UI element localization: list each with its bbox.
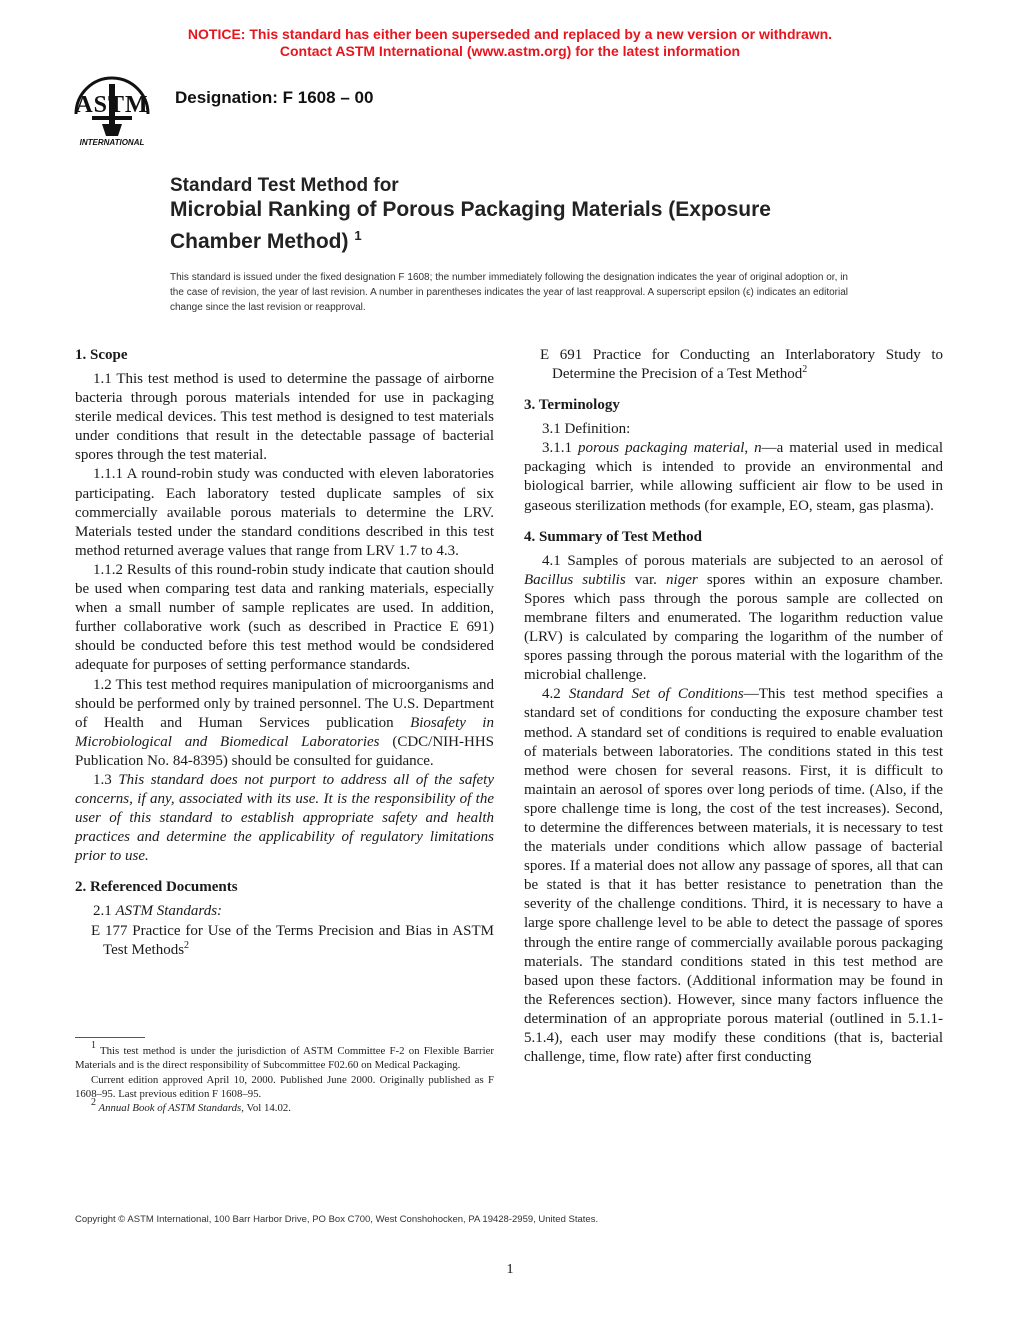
para-1-2 (75, 676, 494, 771)
section-4-heading: 4. Summary of Test Method (524, 528, 702, 545)
astm-logo-icon (62, 70, 162, 150)
footnote-2-text: , Vol 14.02. (241, 1102, 291, 1115)
para-3-1-1 (524, 439, 943, 515)
document-title (170, 175, 890, 255)
para-1-3-num: 1.3 (93, 771, 119, 788)
para-4-1-text-b: var. (625, 571, 667, 588)
footnote-divider (75, 1037, 145, 1038)
para-1-1-2: 1.1.2 Results of this round-robin study indicate that caution should be used when comparing test data and ranking materials, especially when a small number of sample replicates are used. In addition, further collaborative work (such as described in Practice E 691) should be conducted before this test method would be condsidered adequate for purposes of setting performance standards. (75, 561, 494, 674)
notice-line-2: Contact ASTM International (www.astm.org) for the latest information (279, 43, 741, 59)
para-1-2-publication: Biosafety in Microbiological and Biomedical Laboratories (75, 714, 494, 750)
astm-logo (62, 70, 162, 150)
copyright-line: Copyright © ASTM International, 100 Barr Harbor Drive, PO Box C700, West Conshohocken, PA 19428-2959, United States. (75, 1214, 599, 1225)
left-column (75, 346, 494, 960)
issued-note: This standard is issued under the fixed designation F 1608; the number immediately following the designation indicates the year of original adoption or, in the case of revision, the year of last revision. A number in parentheses indicates the year of last reapproval. A superscript epsilon (ϵ) indicates an editorial change since the last revision or reapproval. (170, 272, 848, 313)
title-line-3: Chamber Method) (170, 230, 349, 253)
organism-variety: niger (666, 571, 698, 588)
para-1-1: 1.1 This test method is used to determine the passage of airborne bacteria through porous materials intended for use in packaging sterile medical devices. This test method is designed to test materials under conditions that result in the detectable passage of bacterial spores through the test material. (75, 371, 494, 464)
section-2-heading: 2. Referenced Documents (75, 879, 238, 896)
footnote-2 (75, 1097, 494, 1115)
para-4-1-text-a: 4.1 Samples of porous materials are subjected to an aerosol of (542, 552, 943, 569)
para-4-1-text-c: spores within an exposure chamber. Spores which pass through the porous sample are collected on membrane filters and enumerated. The logarithm reduction value (LRV) is calculated by comparing the logarithm of the number of spores passing through the porous material with the logarithm of the microbial challenge. (524, 571, 943, 684)
para-3-1-1-text: —a material used in medical packaging which is intended to provide an environmental and biological barrier, while allowing sufficient air flow to be used in gaseous sterilization methods (for example, EO, steam, gas plasma). (524, 440, 943, 514)
ref-e177-footnote-mark: 2 (184, 939, 190, 951)
ref-e691-text: E 691 Practice for Conducting an Interlaboratory Study to Determine the Precision of a Test Method (540, 347, 943, 383)
footnote-2-book: Annual Book of ASTM Standards (96, 1102, 242, 1115)
designation: Designation: F 1608 – 00 (175, 88, 374, 107)
right-column (524, 346, 943, 1067)
footnote-1 (75, 1040, 494, 1073)
para-4-2-title: Standard Set of Conditions (568, 686, 744, 703)
para-2-1-text: ASTM Standards: (115, 903, 223, 920)
title-footnote-mark: 1 (354, 228, 362, 243)
para-4-2 (524, 685, 943, 1067)
ref-e177 (75, 922, 494, 960)
para-1-3 (75, 771, 494, 866)
notice-line-1: NOTICE: This standard has either been superseded and replaced by a new version or withdrawn. (187, 26, 833, 42)
supersede-notice (0, 26, 1020, 60)
para-4-1 (524, 552, 943, 686)
section-1-heading: 1. Scope (75, 347, 128, 363)
para-2-1-num: 2.1 (93, 903, 116, 920)
para-1-3-text: This standard does not purport to address all of the safety concerns, if any, associated with its use. It is the responsibility of the user of this standard to establish appropriate safety and health practices and determine the applicability of regulatory limitations prior to use. (75, 771, 495, 865)
logo-subtext: INTERNATIONAL (79, 138, 145, 147)
footnote-1-text: This test method is under the jurisdiction of ASTM Committee F-2 on Flexible Barrier Materials and is the direct responsibility of Subcommittee F02.60 on Medical Packaging. (75, 1045, 494, 1072)
footnote-1-edition: Current edition approved April 10, 2000. Published June 2000. Originally published as F 1608–95. Last previous edition F 1608–95. (75, 1073, 494, 1100)
para-2-1 (75, 902, 494, 921)
footnote-2-mark: 2 (91, 1097, 96, 1109)
term-porous-packaging-material: porous packaging material (577, 440, 745, 457)
logo-text: ASTM (75, 92, 149, 118)
organism-name: Bacillus subtilis (524, 571, 626, 588)
term-part-of-speech: n (754, 440, 762, 457)
para-3-1-1-sep: , (744, 440, 755, 457)
ref-e177-text: E 177 Practice for Use of the Terms Precision and Bias in ASTM Test Methods (91, 922, 494, 958)
footnote-1-mark: 1 (91, 1040, 96, 1051)
title-line-2: Microbial Ranking of Porous Packaging Materials (Exposure (170, 198, 771, 221)
section-3-heading: 3. Terminology (524, 397, 620, 414)
ref-e691-footnote-mark: 2 (802, 364, 808, 376)
footnotes (75, 1040, 494, 1115)
ref-e691 (524, 346, 943, 384)
para-1-2-text-b: (CDC/NIH-HHS Publication No. 84-8395) should be consulted for guidance. (75, 733, 494, 769)
page-number: 1 (506, 1262, 514, 1277)
para-3-1-1-num: 3.1.1 (542, 440, 578, 457)
para-1-1-1: 1.1.1 A round-robin study was conducted with eleven laboratories participating. Each laboratory tested duplicate samples of six commercially available porous materials to determine the LRV. Materials tested under the standard conditions described in this test method returned average values that range from LRV 1.7 to 4.3. (75, 466, 494, 559)
para-1-2-text-a: 1.2 This test method requires manipulation of microorganisms and should be performed only by trained personnel. The U.S. Department of Health and Human Services publication (75, 676, 494, 731)
para-4-2-text: —This test method specifies a standard set of conditions for conducting the exposure chamber test method. A standard set of conditions is required to enable evaluation of materials between laboratories. The conditions stated in this test method were chosen for several reasons. First, it is difficult to maintain an aerosol of spores over long periods of time. (Also, if the spore challenge time is long, the cost of the test increases). Second, to determine the differences between materials, it is necessary to test the materials under conditions which allow passage of bacterial spores. If a material does not allow any passage of spores, all that can be stated is that it has better resistance to penetration than the severity of the challenge conditions. Third, it is necessary to have a large spore challenge level to be able to detect the passage of spores through the entire range of commercially available porous packaging materials. The standard conditions stated in this test method are based upon these factors. (Additional information may be found in the References section). However, since many factors influence the determination of an appropriate porous material (outlined in 5.1.1-5.1.4), each user may modify these conditions (that is, bacterial challenge, time, flow rate) after first conducting (524, 686, 943, 1066)
para-4-2-num: 4.2 (542, 686, 569, 703)
title-line-1: Standard Test Method for (170, 175, 399, 196)
para-3-1: 3.1 Definition: (542, 421, 631, 438)
